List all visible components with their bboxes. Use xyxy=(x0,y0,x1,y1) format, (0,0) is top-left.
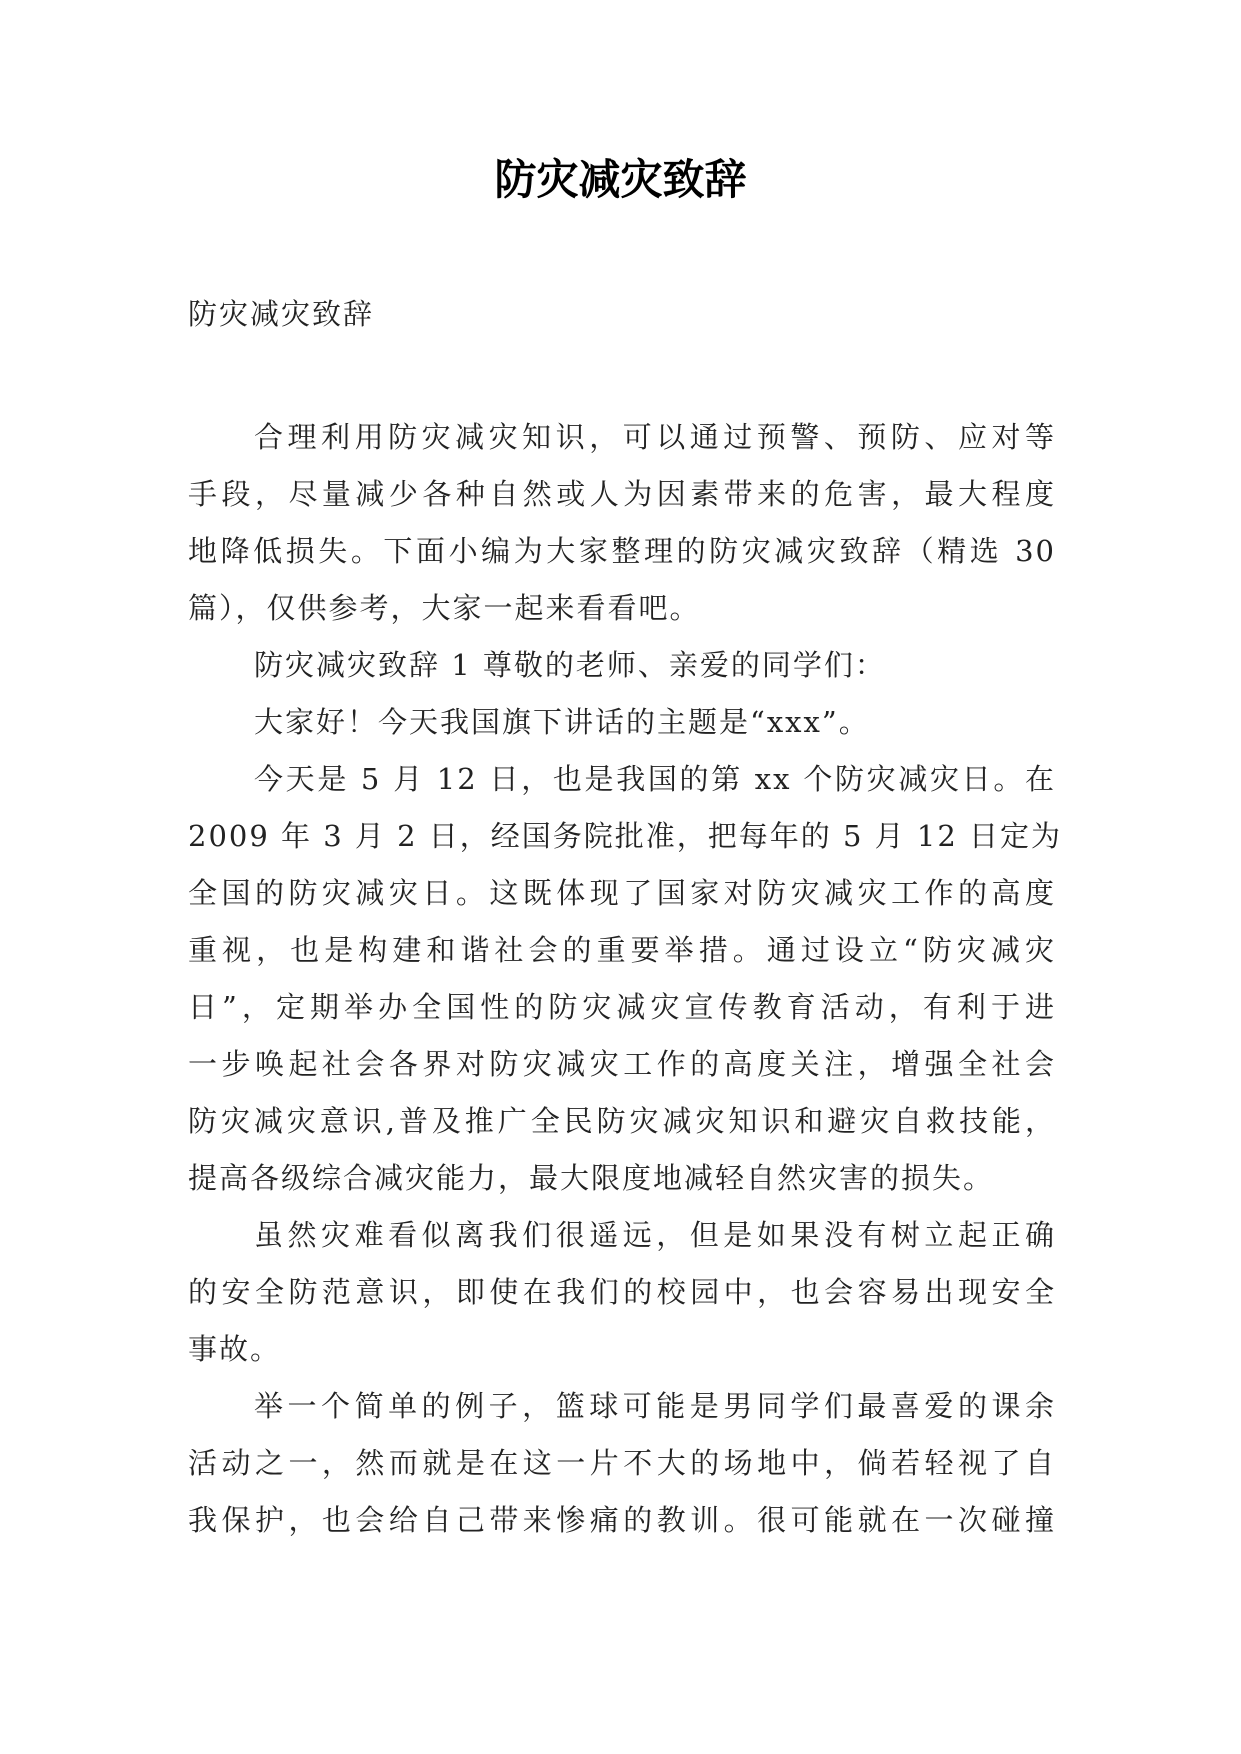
paragraph-line: 防灾减灾致辞 1 尊敬的老师、亲爱的同学们： xyxy=(254,648,886,682)
paragraph-speech-heading xyxy=(188,637,1056,694)
paragraph-disaster-day xyxy=(188,751,1063,1207)
paragraph-line: 日”，定期举办全国性的防灾减灾宣传教育活动，有利于进 xyxy=(188,990,1056,1024)
section-spacer xyxy=(188,343,1056,409)
document-subtitle: 防灾减灾致辞 xyxy=(188,297,375,331)
paragraph-line: 重视，也是构建和谐社会的重要举措。通过设立“防灾减灾 xyxy=(188,933,1056,967)
paragraph-basketball-example xyxy=(188,1378,1056,1549)
paragraph-line: 全国的防灾减灾日。这既体现了国家对防灾减灾工作的高度 xyxy=(188,876,1056,910)
paragraph-line: 手段，尽量减少各种自然或人为因素带来的危害，最大程度 xyxy=(188,477,1056,511)
document-title: 防灾减灾致辞 xyxy=(494,155,747,204)
paragraph-safety-awareness xyxy=(188,1207,1056,1378)
paragraph-line: 的安全防范意识，即使在我们的校园中，也会容易出现安全 xyxy=(188,1275,1056,1309)
paragraph-line: 事故。 xyxy=(188,1332,282,1366)
paragraph-line: 举一个简单的例子，篮球可能是男同学们最喜爱的课余 xyxy=(254,1389,1056,1423)
paragraph-line: 我保护，也会给自己带来惨痛的教训。很可能就在一次碰撞 xyxy=(188,1503,1056,1537)
paragraph-line: 篇），仅供参考，大家一起来看看吧。 xyxy=(188,591,701,625)
paragraph-line: 活动之一，然而就是在这一片不大的场地中，倘若轻视了自 xyxy=(188,1446,1056,1480)
paragraph-line: 虽然灾难看似离我们很遥远，但是如果没有树立起正确 xyxy=(254,1218,1056,1252)
paragraph-greeting xyxy=(188,694,1056,751)
paragraph-line: 防灾减灾意识,普及推广全民防灾减灾知识和避灾自救技能， xyxy=(188,1104,1056,1138)
document-body xyxy=(188,286,1063,1549)
paragraph-line: 2009 年 3 月 2 日，经国务院批准，把每年的 5 月 12 日定为 xyxy=(188,819,1063,853)
paragraph-line: 一步唤起社会各界对防灾减灾工作的高度关注，增强全社会 xyxy=(188,1047,1056,1081)
paragraph-line: 合理利用防灾减灾知识，可以通过预警、预防、应对等 xyxy=(254,420,1056,454)
paragraph-line: 地降低损失。下面小编为大家整理的防灾减灾致辞（精选 30 xyxy=(188,534,1056,568)
paragraph-line: 今天是 5 月 12 日，也是我国的第 xx 个防灾减灾日。在 xyxy=(254,762,1056,796)
paragraph-line: 大家好！今天我国旗下讲话的主题是“xxx”。 xyxy=(254,705,870,739)
paragraph-line: 提高各级综合减灾能力，最大限度地减轻自然灾害的损失。 xyxy=(188,1161,995,1195)
paragraph-intro xyxy=(188,409,1056,637)
